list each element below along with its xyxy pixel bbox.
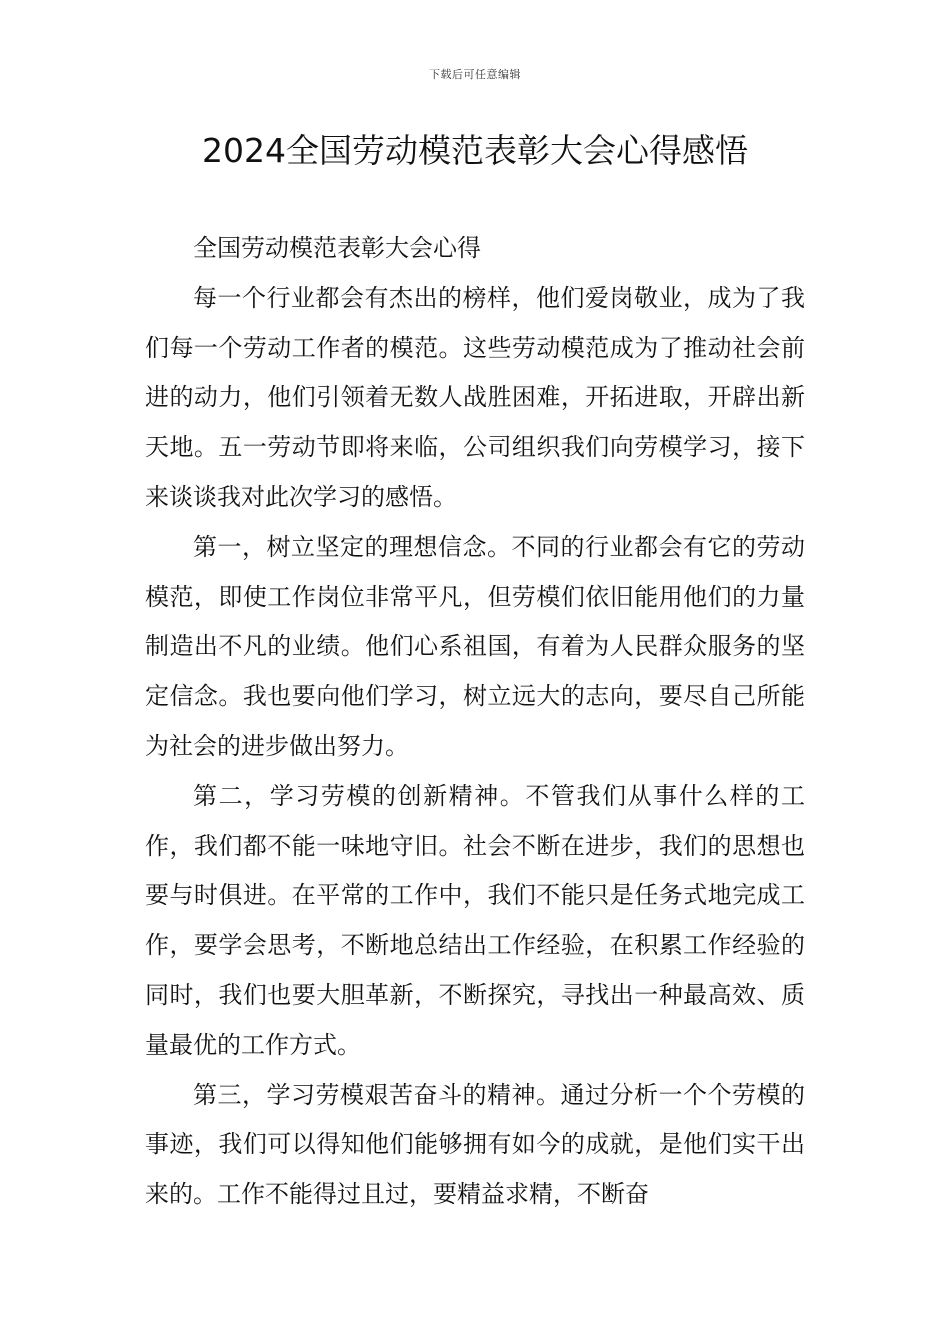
paragraph-point-three: 第三，学习劳模艰苦奋斗的精神。通过分析一个个劳模的事迹，我们可以得知他们能够拥有如今的成就，是他们实干出来的。工作不能得过且过，要精益求精，不断奋 xyxy=(145,1080,805,1209)
page-header-note: 下载后可任意编辑 xyxy=(429,68,521,81)
paragraph-intro: 每一个行业都会有杰出的榜样，他们爱岗敬业，成为了我们每一个劳动工作者的模范。这些劳动模范成为了推动社会前进的动力，他们引领着无数人战胜困难，开拓进取，开辟出新天地。五一劳动节即将来临，公司组织我们向劳模学习，接下来谈谈我对此次学习的感悟。 xyxy=(145,283,805,511)
paragraph-subtitle: 全国劳动模范表彰大会心得 xyxy=(193,234,481,262)
document-body xyxy=(145,224,805,1220)
document-title: 2024全国劳动模范表彰大会心得感悟 xyxy=(202,131,748,170)
paragraph-point-two: 第二，学习劳模的创新精神。不管我们从事什么样的工作，我们都不能一味地守旧。社会不断在进步，我们的思想也要与时俱进。在平常的工作中，我们不能只是任务式地完成工作，要学会思考，不断地总结出工作经验，在积累工作经验的同时，我们也要大胆革新，不断探究，寻找出一种最高效、质量最优的工作方式。 xyxy=(145,781,805,1059)
paragraph-point-one: 第一，树立坚定的理想信念。不同的行业都会有它的劳动模范，即使工作岗位非常平凡，但劳模们依旧能用他们的力量制造出不凡的业绩。他们心系祖国，有着为人民群众服务的坚定信念。我也要向他们学习，树立远大的志向，要尽自己所能为社会的进步做出努力。 xyxy=(145,532,805,760)
